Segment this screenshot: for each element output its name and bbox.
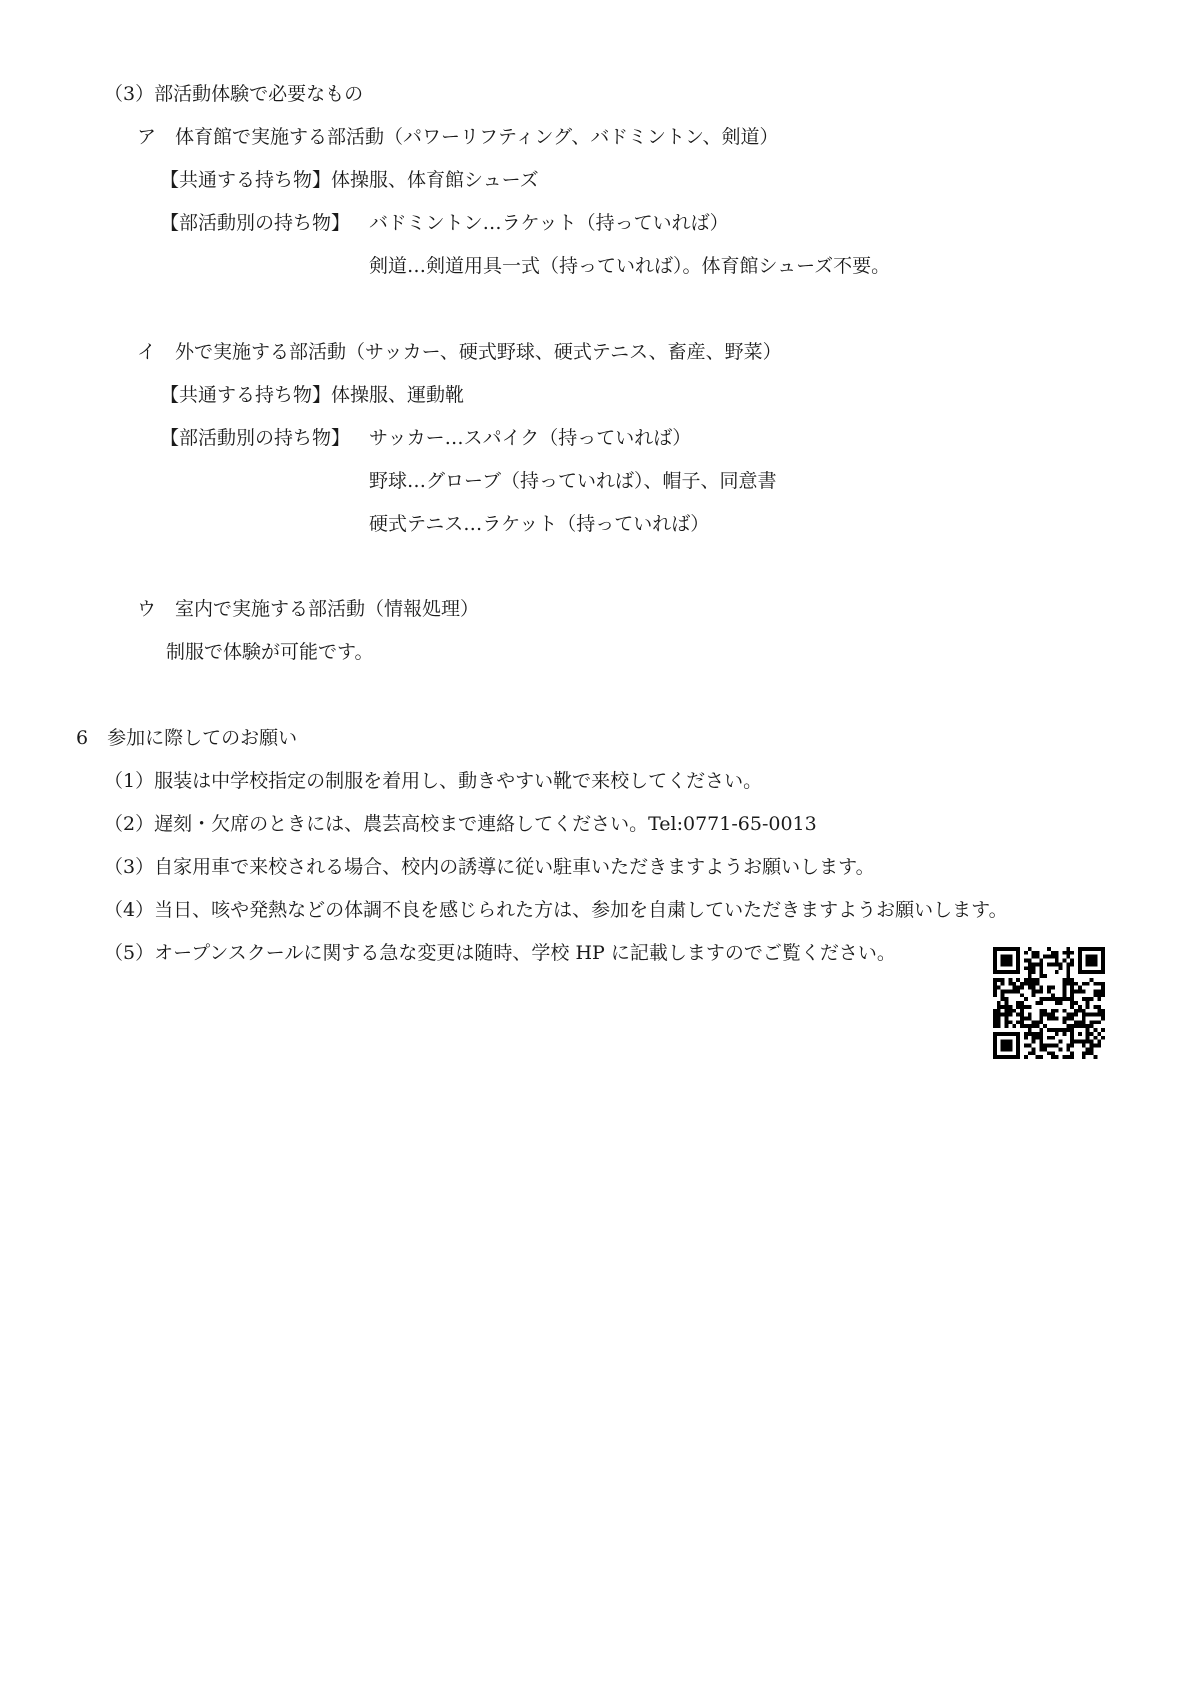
section6-item: （1）服装は中学校指定の制服を着用し、動きやすい靴で来校してください。 (104, 770, 763, 792)
section6-item: （2）遅刻・欠席のときには、農芸高校まで連絡してください。Tel:0771-65-0013 (104, 813, 817, 835)
section3-a-club-item: バドミントン…ラケット（持っていれば） (369, 212, 729, 234)
section3-i-club-label: 【部活動別の持ち物】 (160, 427, 351, 449)
section3-i-common: 【共通する持ち物】体操服、運動靴 (160, 384, 465, 406)
section3-u-title: ウ 室内で実施する部活動（情報処理） (137, 598, 480, 620)
section3-a-club-label: 【部活動別の持ち物】 (160, 212, 351, 234)
section3-i-club-item: 硬式テニス…ラケット（持っていれば） (369, 513, 710, 535)
section3-i-title: イ 外で実施する部活動（サッカー、硬式野球、硬式テニス、畜産、野菜） (137, 341, 782, 363)
section3-a-club-item: 剣道…剣道用具一式（持っていれば）。体育館シューズ不要。 (369, 255, 891, 277)
section3-heading: （3）部活動体験で必要なもの (104, 83, 364, 105)
section6-heading: 6 参加に際してのお願い (76, 727, 298, 749)
section3-i-club-item: 野球…グローブ（持っていれば）、帽子、同意書 (369, 470, 777, 492)
section3-a-title: ア 体育館で実施する部活動（パワーリフティング、バドミントン、剣道） (137, 126, 779, 148)
section3-a-common: 【共通する持ち物】体操服、体育館シューズ (160, 169, 539, 191)
section6-item: （5）オープンスクールに関する急な変更は随時、学校 HP に記載しますのでご覧ください。 (104, 942, 896, 964)
section3-u-note: 制服で体験が可能です。 (166, 641, 374, 663)
section3-i-club-item: サッカー…スパイク（持っていれば） (369, 427, 692, 449)
section6-item: （4）当日、咳や発熱などの体調不良を感じられた方は、参加を自粛していただきますようお願いします。 (104, 899, 1008, 921)
qr-code-icon[interactable] (993, 947, 1105, 1059)
section6-item: （3）自家用車で来校される場合、校内の誘導に従い駐車いただきますようお願いします。 (104, 856, 875, 878)
